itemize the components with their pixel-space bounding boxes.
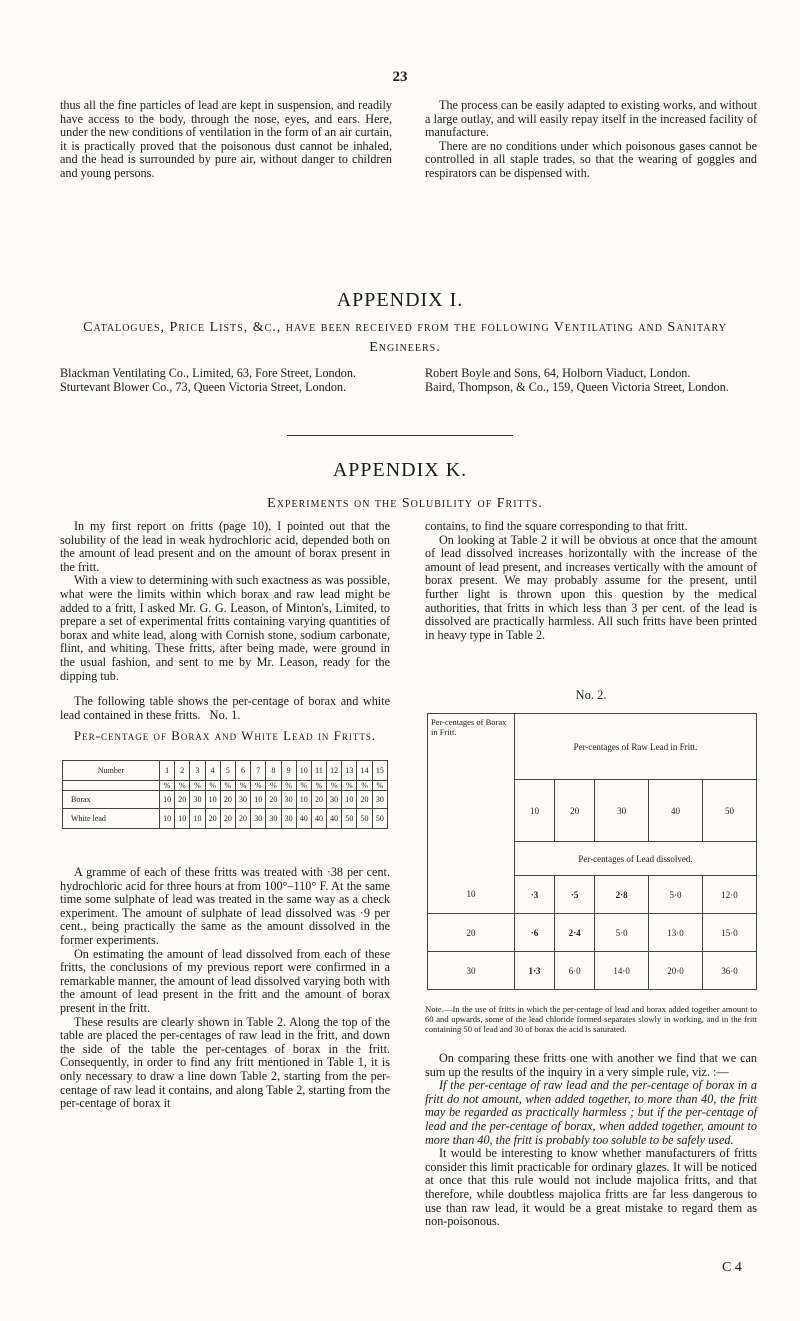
table1-num: 9 (281, 761, 296, 781)
table1-unit: % (190, 781, 205, 791)
table2-top-label: Per-centages of Raw Lead in Fritt. (515, 714, 757, 780)
table1-cell: 20 (205, 809, 220, 829)
table1-cell: 10 (190, 809, 205, 829)
table1-unit: % (235, 781, 250, 791)
table1-num: 6 (235, 761, 250, 781)
appendix-k-subtitle: Experiments on the Solubility of Fritts. (267, 496, 543, 511)
table2-cell: 2·4 (555, 914, 595, 952)
table1-cell: 20 (266, 791, 281, 809)
k-conclusion-para-3: It would be interesting to know whether manufacturers of fritts consider this limit practicable for ordinary glazes. It will be noticed at once that this rule would not include majolica fritts, and that therefore, while doubtless majolica fritts are far less dangerous to use than raw lead, it would be a great mistake to regard them as non-poisonous. (425, 1146, 757, 1229)
table1-cell: 20 (357, 791, 372, 809)
table1-unit: % (251, 781, 266, 791)
table1-cell: 30 (266, 809, 281, 829)
table1-num: 15 (372, 761, 387, 781)
k-conclusion-para-1: On comparing these fritts one with another we find that we can sum up the results of the inquiry in a very simple rule, viz. :— (425, 1051, 757, 1079)
signature-mark: C 4 (722, 1260, 742, 1275)
table1-row-label-white-lead: White lead (63, 809, 160, 829)
table2-cell: ·6 (515, 914, 555, 952)
table1-cell: 30 (235, 791, 250, 809)
k-para-1: In my first report on fritts (page 10), I pointed out that the solubility of the lead in weak hydrochloric acid, depended both on the amount of lead present and on the amount of borax present in the fritt. (60, 519, 390, 574)
page-number: 23 (392, 69, 408, 85)
table1-unit: % (327, 781, 342, 791)
intro-left-para: thus all the fine particles of lead are kept in suspension, and readily have access to the body, through the nose, eyes, and ears. Here, under the new conditions of ventilation in the form of an air curtain, it is practically proved that the poisonous dust cannot be inhaled, and the head is surrounded by pure air, without danger to children and young persons. (60, 98, 393, 180)
table2-note: Note.—In the use of fritts in which the per-centage of lead and borax added together amount to 60 and upwards, some of the lead chloride formed separates slowly in working, and in the fritt containing 50 of lead and 30 of borax the acid is saturated. (425, 1004, 757, 1034)
table1-num: 11 (311, 761, 326, 781)
k-para-3: The following table shows the per-centage of borax and white lead contained in these fritts. (60, 694, 390, 722)
table2-col: 20 (555, 780, 595, 842)
intro-right (425, 99, 757, 181)
table1-unit: % (372, 781, 387, 791)
firms-right (425, 367, 757, 394)
table2-cell: 14·0 (595, 952, 649, 990)
table1-cell: 50 (372, 809, 387, 829)
table1-unit: % (311, 781, 326, 791)
table2-cell: ·3 (515, 876, 555, 914)
k-right-para-2: On looking at Table 2 it will be obvious at once that the amount of lead dissolved increases horizontally with the increase of the amount of lead present, and increases vertically with the amount of borax present. We may probably assume for the present, until further light is thrown upon this question by the medical authorities, that fritts in which less than 3 per cent. of the lead is dissolved are practically harmless. All such fritts have been printed in heavy type in Table 2. (425, 532, 757, 642)
table2-cell: 1·3 (515, 952, 555, 990)
table2-cell: ·5 (555, 876, 595, 914)
appendix-k-title: APPENDIX K. (332, 459, 468, 481)
table1-cell: 40 (311, 809, 326, 829)
table2-cell: 5·0 (649, 876, 703, 914)
firm-sturtevant: Sturtevant Blower Co., 73, Queen Victoria Street, London. (60, 379, 347, 394)
k-conclusion-rule: If the per-centage of raw lead and the per-centage of borax in a fritt do not amount, when added together, to more than 40, the fritt may be regarded as practically harmless ; but if the per-centage of lead and the per-centage of borax, when added together, amount to more than 40, the fritt is probably too soluble to be safely used. (425, 1078, 757, 1147)
k-para-5: On estimating the amount of lead dissolved from each of these fritts, the conclusions of my previous report were confirmed in a remarkable manner, the amount of lead dissolved varying both with the amount of lead present in the fritt and the amount of borax present in the fritt. (60, 946, 390, 1015)
table2-row-borax: 30 (428, 952, 515, 990)
table2-cell: 12·0 (702, 876, 756, 914)
table1-cell: 30 (281, 809, 296, 829)
table1-num: 8 (266, 761, 281, 781)
table1 (62, 760, 388, 829)
table1-cell: 20 (220, 809, 235, 829)
table1-cell: 20 (311, 791, 326, 809)
table1-cell: 50 (357, 809, 372, 829)
table1-cell: 10 (296, 791, 311, 809)
k-left-intro (60, 520, 390, 722)
table1-cell: 10 (175, 809, 190, 829)
firm-blackman: Blackman Ventilating Co., Limited, 63, Fore Street, London. (60, 366, 356, 380)
intro-left (60, 99, 392, 181)
table2-col: 40 (649, 780, 703, 842)
table1-unit: % (296, 781, 311, 791)
k-para-4: A gramme of each of these fritts was treated with ·38 per cent. hydrochloric acid for three hours at from 100°–110° F. At the same time some sulphate of lead was treated in the same way as a check experiment. The amount of sulphate of lead dissolved was ·9 per cent., being practically the same as the amount dissolved in the former experiments. (60, 865, 390, 947)
table1-cell: 50 (342, 809, 357, 829)
table2-row-borax: 10 (428, 876, 515, 914)
table1-unit: % (175, 781, 190, 791)
table1-cell: 20 (175, 791, 190, 809)
table2 (427, 713, 757, 990)
table2-col: 10 (515, 780, 555, 842)
table1-unit: % (266, 781, 281, 791)
table1-cell: 30 (190, 791, 205, 809)
intro-right-para-1: The process can be easily adapted to existing works, and without a large outlay, and will easily repay itself in the increased facility of manufacture. (425, 98, 757, 140)
firms-left (60, 367, 390, 394)
divider (287, 435, 513, 436)
table1-cell: 20 (235, 809, 250, 829)
table2-cell: 15·0 (702, 914, 756, 952)
k-para-2: With a view to determining with such exactness as was possible, what were the limits within which borax and raw lead might be added to a fritt, I asked Mr. G. G. Leason, of Minton's, Limited, to prepare a set of experimental fritts containing varying quantities of borax and white lead, along with Cornish stone, sodium carbonate, flint, and whiting. These fritts, after being made, were ground in the usual fashion, and sent to me by Mr. Leason, ready for the dipping tub. (60, 573, 390, 683)
k-para-6: These results are clearly shown in Table 2. Along the top of the table are placed the per-centages of raw lead in the fritt, and down the side of the table the per-centages of borax in the fritt. Consequently, in order to find any fritt mentioned in Table 1, it is only necessary to draw a line down Table 2, starting from the per-centage of raw lead it contains, and along Table 2, starting from the per-centage of borax it (60, 1014, 390, 1111)
table1-unit: % (205, 781, 220, 791)
table1-cell: 10 (160, 809, 175, 829)
k-conclusion (425, 1052, 757, 1229)
table1-num: 14 (357, 761, 372, 781)
firm-boyle: Robert Boyle and Sons, 64, Holborn Viaduct, London. (425, 366, 691, 380)
table1-cell: 40 (327, 809, 342, 829)
table1-num: 5 (220, 761, 235, 781)
table1-num: 7 (251, 761, 266, 781)
table2-cell: 36·0 (702, 952, 756, 990)
table1-num: 1 (160, 761, 175, 781)
table1-cell: 10 (205, 791, 220, 809)
appendix-i-subtitle: Catalogues, Price Lists, &c., have been received from the following Ventilating and Sanitary Engineers. (83, 320, 727, 355)
table1-num: 3 (190, 761, 205, 781)
table1-num: 13 (342, 761, 357, 781)
table1-cell: 30 (372, 791, 387, 809)
table1-cell: 10 (251, 791, 266, 809)
table1-num: 12 (327, 761, 342, 781)
table1-cell: 30 (327, 791, 342, 809)
table1-cell: 10 (160, 791, 175, 809)
table1-cell: 10 (342, 791, 357, 809)
intro-right-para-2: There are no conditions under which poisonous gases cannot be controlled in all staple trades, so that the wearing of goggles and respirators can be dispensed with. (425, 138, 757, 180)
table1-cell: 40 (296, 809, 311, 829)
table2-caption: No. 2. (575, 688, 607, 702)
table1-unit-spacer (63, 781, 160, 791)
table2-col: 50 (702, 780, 756, 842)
table1-unit: % (281, 781, 296, 791)
table1-unit: % (342, 781, 357, 791)
table2-cell: 5·0 (595, 914, 649, 952)
table1-unit: % (357, 781, 372, 791)
firm-baird: Baird, Thompson, & Co., 159, Queen Victoria Street, London. (425, 379, 729, 394)
table2-cell: 13·0 (649, 914, 703, 952)
appendix-i-title: APPENDIX I. (336, 289, 464, 311)
table2-cell: 6·0 (555, 952, 595, 990)
k-right-para-1: contains, to find the square corresponding to that fritt. (425, 519, 688, 533)
table2-corner-label: Per-centages of Borax in Fritt. (428, 714, 515, 876)
table1-cell: 30 (281, 791, 296, 809)
table1-unit: % (220, 781, 235, 791)
table2-dissolved-label: Per-centages of Lead dissolved. (515, 842, 757, 876)
table1-unit: % (160, 781, 175, 791)
table1-cell: 20 (220, 791, 235, 809)
table2-col: 30 (595, 780, 649, 842)
table1-num: 2 (175, 761, 190, 781)
k-left-after-table (60, 866, 390, 1111)
table1-row-label-borax: Borax (63, 791, 160, 809)
table1-num: 10 (296, 761, 311, 781)
table1-cell: 30 (251, 809, 266, 829)
table2-cell: 20·0 (649, 952, 703, 990)
table2-row-borax: 20 (428, 914, 515, 952)
table2-cell: 2·8 (595, 876, 649, 914)
table1-caption: No. 1. (209, 708, 241, 722)
table1-num: 4 (205, 761, 220, 781)
k-right-intro (425, 520, 757, 642)
table1-title: Per-centage of Borax and White Lead in Fritts. (73, 728, 377, 743)
table1-header-label: Number (63, 761, 160, 781)
